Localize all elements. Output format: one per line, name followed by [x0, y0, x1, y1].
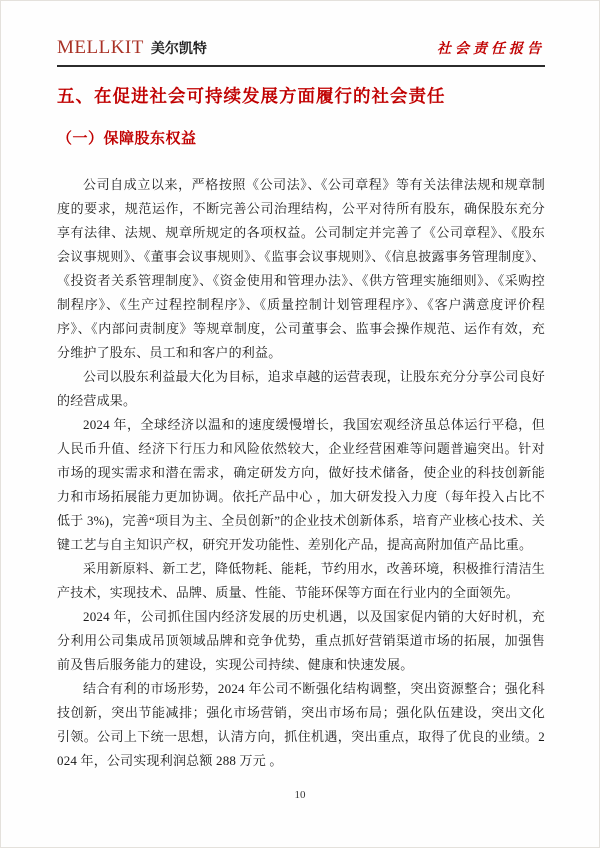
body-paragraph: 采用新原料、新工艺，降低物耗、能耗，节约用水，改善环境，积极推行清洁生产技术，实现技术、品牌、质量、性能、节能环保等方面在行业内的全面领先。 [57, 561, 546, 600]
page-header [57, 37, 545, 67]
body-paragraph: 2024 年，公司抓住国内经济发展的历史机遇，以及国家促内销的大好时机，充分利用公司集成吊顶领域品牌和竞争优势，重点抓好营销渠道市场的拓展，加强售前及售后服务能力的建设，实现公司持续、健康和快速发展。 [57, 609, 545, 672]
body-paragraph: 结合有利的市场形势，2024 年公司不断强化结构调整，突出资源整合；强化科技创新，突出节能减排；强化市场营销，突出市场布局；强化队伍建设，突出文化引领。公司上下统一思想，认清方向，抓住机遇，突出重点，取得了优良的业绩。2024 年，公司实现利润总额 288 万元 。 [57, 681, 545, 768]
body-text [57, 173, 545, 773]
section-heading: （一）保障股东权益 [57, 130, 197, 147]
body-paragraph: 2024 年，全球经济以温和的速度缓慢增长，我国宏观经济虽总体运行平稳，但人民币升值、经济下行压力和风险依然较大，企业经营困难等问题普遍突出。针对市场的现实需求和潜在需求，确定研发方向，做好技术储备，使企业的科技创新能力和市场拓展能力更加协调。依托产品中心 ，加大研发投入力度（每年投入占比不低于 3%)，完善“项目为主、全员创新”的企业技术创新体系，培育产业核心技术、关键工艺与自主知识产权，研究开发功能性、差别化产品，提高高附加值产品比重。 [57, 417, 545, 552]
header-row [57, 37, 545, 67]
report-type-label: 社会责任报告 [437, 42, 545, 57]
page-number: 10 [294, 789, 306, 801]
company-logo [57, 37, 207, 59]
chapter-title: 五、在促进社会可持续发展方面履行的社会责任 [57, 86, 446, 106]
logo-latin-text: MELLKIT [57, 37, 144, 58]
body-paragraph: 公司以股东利益最大化为目标，追求卓越的运营表现，让股东充分分享公司良好的经营成果。 [57, 369, 546, 408]
body-paragraph: 公司自成立以来，严格按照《公司法》、《公司章程》等有关法律法规和规章制度的要求，规范运作，不断完善公司治理结构，公平对待所有股东，确保股东充分享有法律、法规、规章所规定的各项权益。公司制定并完善了《公司章程》、《股东会议事规则》、《董事会议事规则》、《监事会议事规则》、《信息披露事务管理制度》、《投资者关系管理制度》、《资金使用和管理办法》、《供方管理实施细则》、《采购控制程序》、《生产过程控制程序》、《质量控制计划管理程序》、《客户满意度评价程序》、《内部问责制度》等规章制度，公司董事会、监事会操作规范、运作有效，充分维护了股东、员工和和客户的利益。 [57, 177, 545, 360]
logo-cjk-text: 美尔凯特 [150, 42, 207, 57]
